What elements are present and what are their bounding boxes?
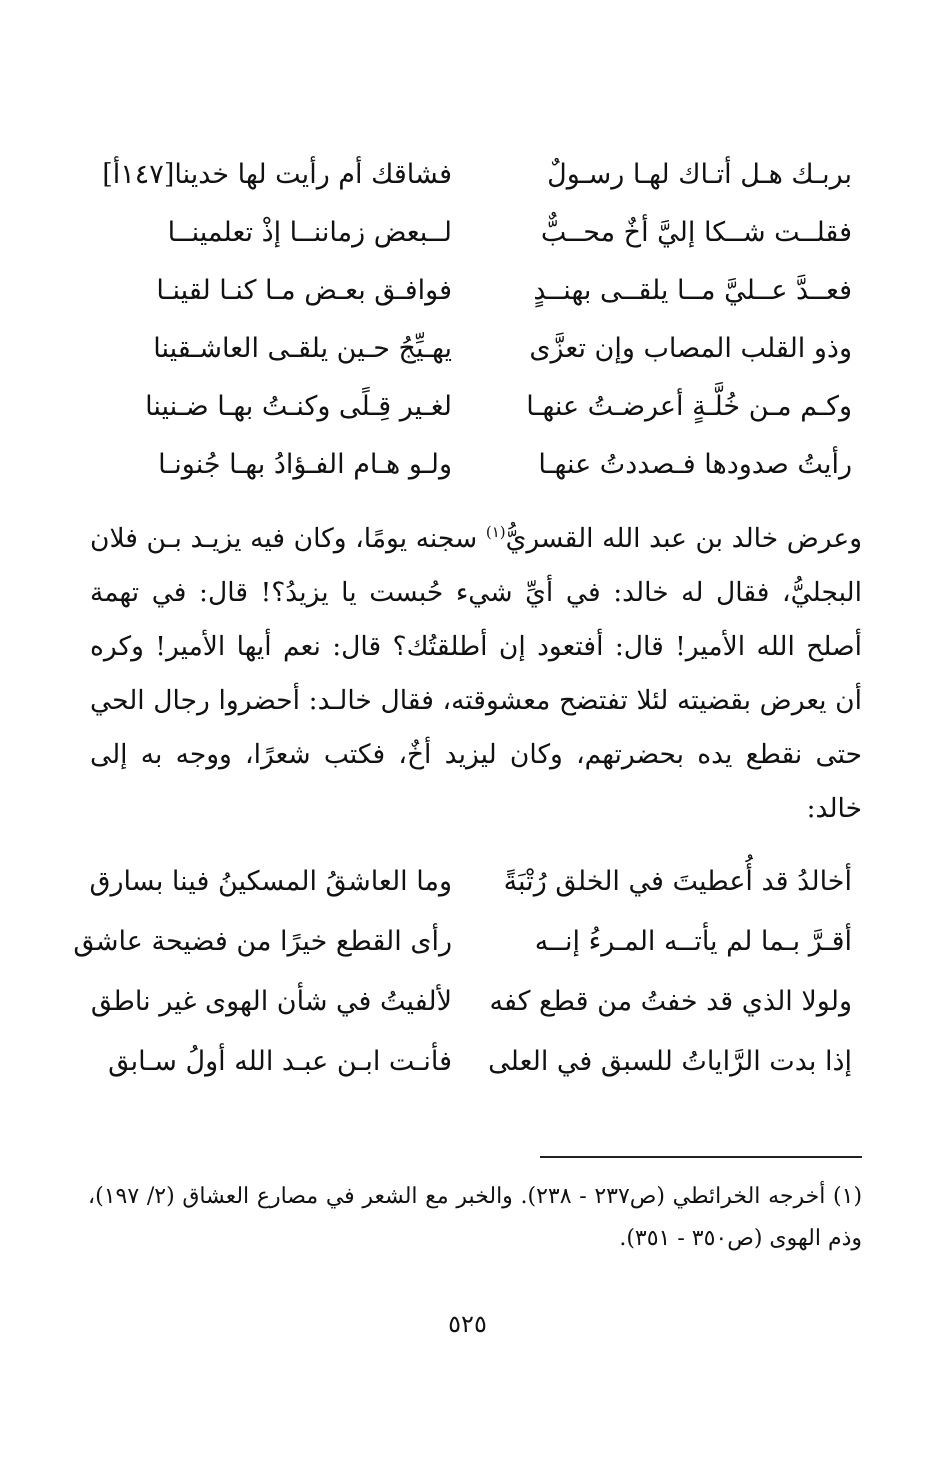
verse — [89, 852, 852, 912]
prose-paragraph — [90, 512, 862, 836]
hemistich-right: فعــدَّ عــليَّ مــا يلقــى بهنــدٍ — [533, 275, 852, 306]
hemistich-right: بربـك هـل أتـاك لهـا رسـولٌ — [547, 159, 852, 190]
footnotes — [88, 1176, 862, 1260]
hemistich-right: أقـرَّ بـما لم يأتــه المـرءُ إنــه — [534, 926, 852, 957]
hemistich-right: رأيتُ صدودها فـصددتُ عنهـا — [538, 449, 852, 480]
verse — [100, 378, 852, 436]
hemistich-left: لألفيتُ في شأن الهوى غير ناطق — [90, 986, 452, 1017]
verse — [100, 146, 852, 204]
hemistich-left: لغـير قِـلًى وكنـتُ بهـا ضـنينا — [145, 391, 452, 422]
hemistich-left: لــبعض زماننــا إذْ تعلمينــا — [167, 217, 452, 248]
verse — [100, 1032, 852, 1092]
hemistich-left: وما العاشقُ المسكينُ فينا بسارق — [89, 866, 452, 897]
verse — [100, 204, 852, 262]
verse — [73, 912, 852, 972]
verse — [90, 972, 852, 1032]
hemistich-left: فوافـق بعـض مـا كنـا لقينـا — [156, 275, 452, 306]
hemistich-left: رأى القطع خيرًا من فضيحة عاشق — [73, 926, 452, 957]
footnote-reference: (١) — [485, 523, 506, 542]
page-number: ٥٢٥ — [448, 1310, 487, 1338]
paragraph-text — [90, 512, 862, 836]
hemistich-right: أخالدُ قد أُعطيتَ في الخلق رُتْبَةً — [503, 866, 852, 897]
verse — [100, 436, 852, 494]
verse — [100, 320, 852, 378]
poem-second — [73, 852, 852, 1092]
hemistich-left: فشاقك أم رأيت لها خدينا[١٤٧أ] — [102, 159, 452, 190]
footnote: (١) أخرجه الخرائطي (ص٢٣٧ - ٢٣٨). والخبر مع الشعر في مصارع العشاق (٢/ ١٩٧)، وذم الهوى (ص٣٥٠ - ٣٥١). — [88, 1184, 863, 1251]
hemistich-right: وذو القلب المصاب وإن تعزَّى — [529, 333, 852, 364]
prose-text-start: وعرض خالد بن عبد الله القسريُّ — [505, 523, 862, 554]
hemistich-right: ولولا الذي قد خفتُ من قطع كفه — [489, 986, 852, 1017]
hemistich-right: وكـم مـن خُلَّـةٍ أعرضـتُ عنهـا — [526, 391, 852, 422]
footnote-separator — [540, 1156, 862, 1158]
verse — [100, 262, 852, 320]
prose-text-rest: سجنه يومًا، وكان فيه يزيـد بـن فلان البجليُّ، فقال له خالد: في أيِّ شيء حُبست يا يزيدُ؟! قال: في تهمة أصلح الله الأمير! قال: أفتعود إن أطلقتُك؟ قال: نعم أيها الأمير! وكره أن يعرض بقضيته لئلا تفتضح معشوقته، فقال خالـد: أحضروا رجال الحي حتى نقطع يده بحضرتهم، وكان ليزيد أخٌ، فكتب شعرًا، ووجه به إلى خالد: — [90, 523, 862, 824]
hemistich-left: فأنـت ابـن عبـد الله أولُ سـابق — [108, 1046, 452, 1077]
hemistich-right: فقلــت شــكا إليَّ أخٌ محــبٌّ — [540, 217, 852, 248]
hemistich-left: يهـيِّجُ حـين يلقـى العاشـقينا — [153, 333, 452, 364]
hemistich-left: ولـو هـام الفـؤادُ بهـا جُنونـا — [158, 449, 452, 480]
poem-first — [100, 146, 852, 494]
hemistich-right: إذا بدت الرَّاياتُ للسبق في العلى — [488, 1046, 852, 1077]
